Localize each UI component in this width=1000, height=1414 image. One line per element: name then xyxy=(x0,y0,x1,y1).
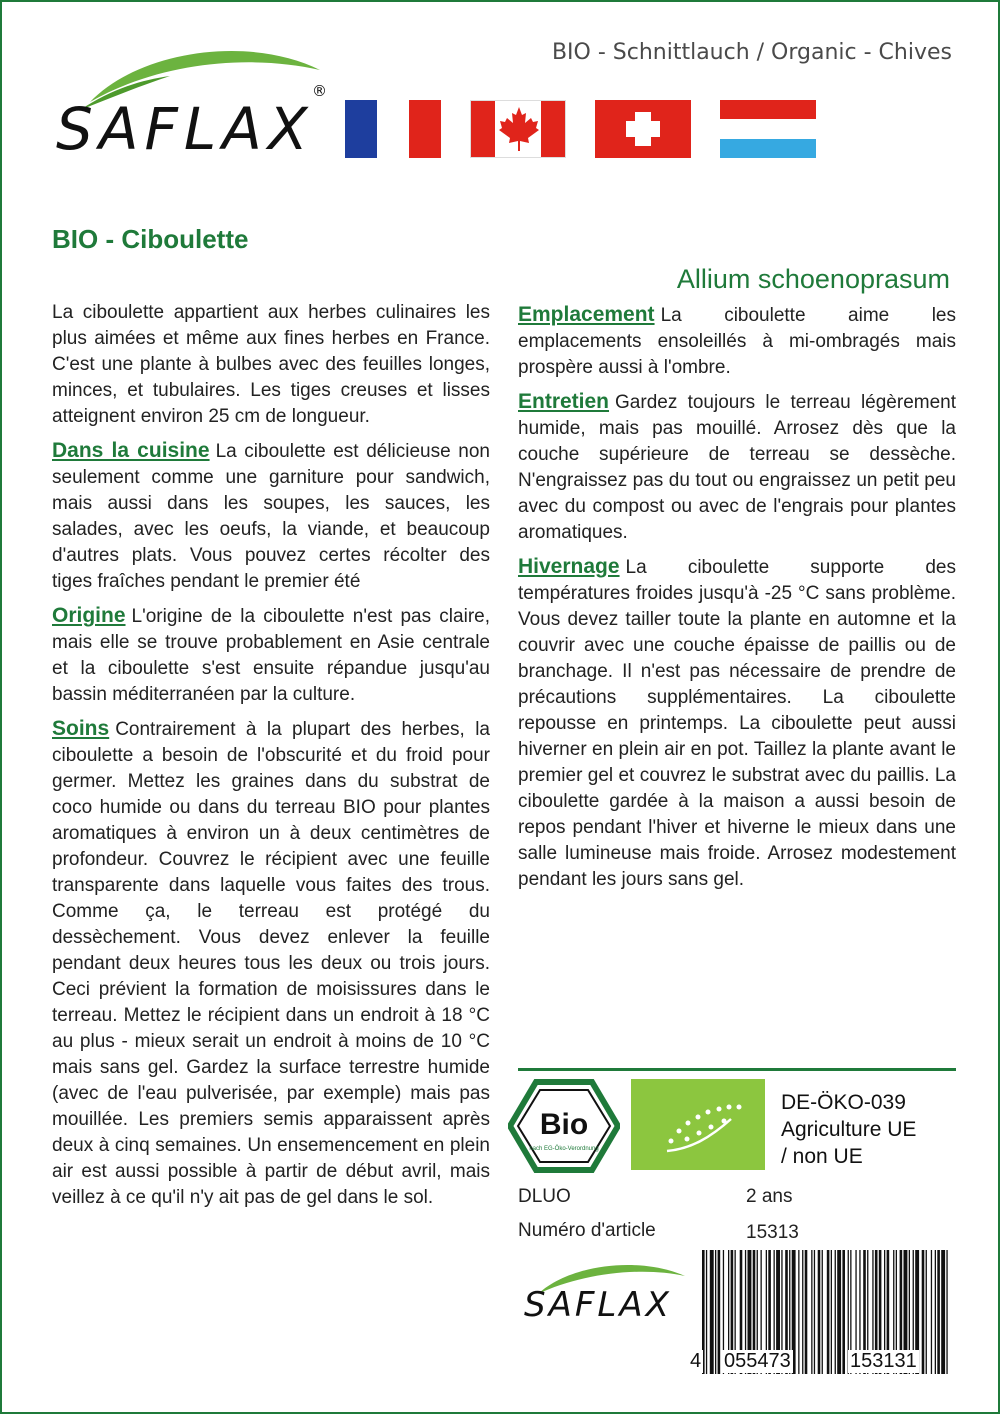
origine-text: L'origine de la ciboulette n'est pas claire, mais elle se trouve probablement en Asie centrale et la ciboulette s'est ensuite répandue jusqu'au bassin méditerranéen par la culture. xyxy=(52,606,490,705)
switzerland-flag-icon xyxy=(595,100,691,158)
entretien-section xyxy=(518,389,956,546)
bio-seal-text: Bio xyxy=(539,1108,589,1141)
left-column xyxy=(52,300,490,1219)
hivernage-text: La ciboulette supporte des températures froides jusqu'à -25 °C sans problème. Vous devez tailler toute la plante en automne et la couvrir avec une couche épaisse de paillis ou de branchage. Il n'est pas nécessaire de prendre de précautions supplémentaires. La ciboulette repousse en printemps. La ciboulette peut aussi hiverner en plein air en pot. Taillez la plante avant le premier gel et couvrez le substrat avec du paillis. La ciboulette gardée à la maison a aussi besoin de repos pendant l'hiver et hiverne le mieux dans une salle lumineuse mais froide. Arrosez modestement pendant les jours sans gel. xyxy=(518,557,956,890)
right-column xyxy=(518,302,956,901)
luxembourg-flag-icon xyxy=(720,100,816,158)
country-flags xyxy=(345,100,816,158)
soins-text: Contrairement à la plupart des herbes, la ciboulette a besoin de l'obscurité et du froid pour germer. Mettez les graines dans du substrat de coco humide ou dans du terreau BIO pour plantes aromatiques à environ un à deux centimètres de profondeur. Couvrez le récipient avec une feuille transparente dans laquelle vous faites des trous. Comme ça, le terreau est protégé du dessèchement. Vous devez enlever la feuille pendant deux heures tous les deux ou trois jours. Ceci prévient la formation de moisissures dans le terreau. Mettez le récipient dans un endroit à 18 °C au plus - mieux serait un endroit à moins de 10 °C mais sans gel. Gardez la surface terrestre humide (avec de l'eau pulverisée, par exemple) mais pas mouillée. Les premiers semis apparaissent après deux à cinq semaines. Un ensemencement en plein air est aussi possible à partir de début avril, mais veillez à ce qu'il n'y ait pas de gel dans le sol. xyxy=(52,719,490,1208)
barcode-middle-digits: 055473 xyxy=(724,1350,791,1372)
footer-brand-name: SAFLAX xyxy=(524,1285,672,1325)
saflax-logo xyxy=(50,40,340,180)
canada-flag-icon xyxy=(470,100,566,158)
dluo-value: 2 ans xyxy=(746,1186,793,1207)
section-divider xyxy=(518,1068,956,1071)
emplacement-section xyxy=(518,302,956,381)
cert-agri-line1: Agriculture UE xyxy=(781,1118,917,1141)
latin-name: Allium schoenoprasum xyxy=(676,264,950,294)
cuisine-text: La ciboulette est délicieuse non seulement comme une garniture pour sandwich, mais aussi dans les soupes, les sauces, les salades, avec les oeufs, la viande, et beaucoup d'autres plats. Vous pouvez certes récolter des tiges fraîches pendant le premier été xyxy=(52,441,490,592)
cert-code: DE-ÖKO-039 xyxy=(781,1091,906,1114)
soins-section xyxy=(52,716,490,1211)
bio-seal-small: nach EG-Öko-Verordnung xyxy=(529,1146,599,1152)
soins-heading: Soins xyxy=(52,717,110,740)
cuisine-section xyxy=(52,438,490,595)
cuisine-heading: Dans la cuisine xyxy=(52,439,210,462)
emplacement-text: La ciboulette aime les emplacements ensoleillés à mi-ombragés mais prospère aussi à l'ombre. xyxy=(518,305,956,378)
origine-section xyxy=(52,603,490,708)
footer-saflax-logo xyxy=(520,1258,695,1338)
brand-name: SAFLAX xyxy=(56,95,314,163)
barcode-first-digit: 4 xyxy=(690,1350,702,1372)
registered-mark: ® xyxy=(312,82,327,100)
article-number-label: Numéro d'article xyxy=(518,1220,656,1241)
france-flag-icon xyxy=(345,100,441,158)
article-number-value: 15313 xyxy=(746,1222,799,1243)
entretien-heading: Entretien xyxy=(518,390,610,413)
certification-text xyxy=(781,1089,916,1170)
hivernage-section xyxy=(518,554,956,893)
product-title: BIO - Ciboulette xyxy=(52,224,249,254)
bio-seal-icon xyxy=(508,1078,620,1174)
barcode-digits xyxy=(688,1348,956,1374)
hivernage-heading: Hivernage xyxy=(518,555,620,578)
barcode-last-digits: 153131 xyxy=(850,1350,917,1372)
cert-agri-line2: / non UE xyxy=(781,1145,863,1168)
dluo-label: DLUO xyxy=(518,1186,571,1207)
entretien-text: Gardez toujours le terreau légèrement humide, mais pas mouillé. Arrosez dès que la couche supérieure de terreau se dessèche. N'engraissez pas du tout ou engraissez un petit peu avec du compost ou avec de l'engrais pour plantes aromatiques. xyxy=(518,392,956,543)
top-title: BIO - Schnittlauch / Organic - Chives xyxy=(551,40,952,65)
intro-paragraph: La ciboulette appartient aux herbes culinaires les plus aimées et même aux fines herbes en France. C'est une plante à bulbes avec des feuilles longes, minces, et tubulaires. Les tiges creuses et lisses atteignent environ 25 cm de longueur. xyxy=(52,302,490,427)
origine-heading: Origine xyxy=(52,604,126,627)
eu-organic-leaf-icon xyxy=(631,1079,765,1170)
emplacement-heading: Emplacement xyxy=(518,303,655,326)
